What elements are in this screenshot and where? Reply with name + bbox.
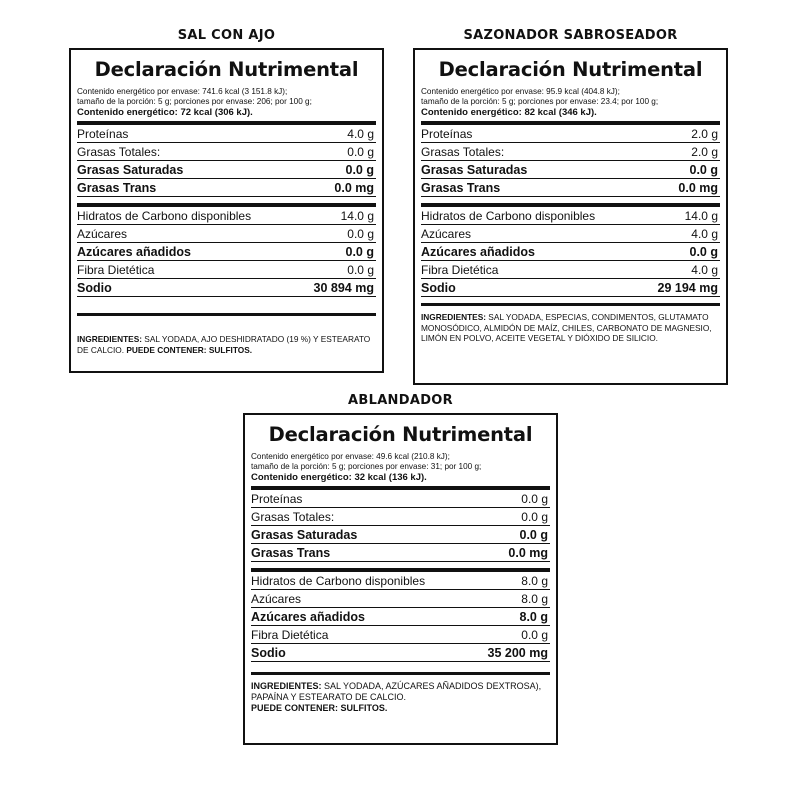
nutrient-label: Azúcares añadidos (251, 609, 365, 624)
nutrient-value: 35 200 mg (487, 645, 548, 660)
nutrient-label: Grasas Trans (421, 180, 501, 195)
allergen-text: PUEDE CONTENER: SULFITOS. (251, 703, 388, 713)
nutrient-label: Grasas Saturadas (77, 162, 184, 177)
nutrient-label: Fibra Dietética (251, 627, 329, 642)
nutrient-value: 0.0 g (345, 162, 374, 177)
label-heading: Declaración Nutrimental (268, 423, 533, 446)
nutrient-value: 4.0 g (691, 262, 718, 277)
nutrition-label (413, 48, 728, 385)
nutrient-label: Azúcares (251, 591, 302, 606)
nutrient-value: 2.0 g (691, 126, 718, 141)
nutrient-label: Azúcares (421, 226, 472, 241)
product-title: SAL CON AJO (177, 28, 276, 43)
energy-line: tamaño de la porción: 5 g; porciones por envase: 23.4; por 100 g; (421, 97, 659, 106)
energy-line-bold: Contenido energético: 82 kcal (346 kJ). (421, 107, 597, 118)
nutrient-row (77, 225, 376, 243)
nutrient-value: 0.0 g (345, 244, 374, 259)
product-sal-con-ajo (69, 28, 384, 373)
product-title: SAZONADOR SABROSEADOR (463, 28, 678, 43)
product-sazonador-sabroseador (413, 28, 728, 385)
nutrient-value: 8.0 g (521, 573, 548, 588)
nutrient-value: 0.0 g (347, 226, 374, 241)
ingredients-label: INGREDIENTES: (251, 681, 322, 691)
nutrient-section-carbs (421, 203, 720, 297)
nutrient-value: 8.0 g (519, 609, 548, 624)
nutrient-row-sodium (421, 279, 720, 296)
nutrient-row (251, 590, 550, 608)
nutrient-value: 0.0 mg (508, 545, 548, 560)
nutrient-row (77, 125, 376, 143)
nutrient-row (77, 261, 376, 279)
energy-info (421, 87, 720, 118)
allergen-text: PUEDE CONTENER: SULFITOS. (124, 344, 253, 355)
nutrient-value: 0.0 g (347, 144, 374, 159)
nutrient-label: Azúcares añadidos (421, 244, 535, 259)
nutrient-label: Grasas Trans (77, 180, 157, 195)
ingredients-text: SAL YODADA, AJO DESHIDRATADO (19 %) Y ESTEARATO DE CALCIO. (77, 334, 371, 355)
nutrient-row (251, 508, 550, 526)
nutrient-row (251, 608, 550, 626)
ingredients-block (421, 303, 720, 344)
nutrient-section-carbs (251, 568, 550, 662)
nutrient-row (251, 544, 550, 561)
nutrient-value: 0.0 g (519, 527, 548, 542)
nutrient-value: 0.0 g (347, 262, 374, 277)
nutrient-label: Hidratos de Carbono disponibles (421, 208, 596, 223)
nutrient-label: Fibra Dietética (421, 262, 499, 277)
nutrient-value: 4.0 g (691, 226, 718, 241)
nutrient-section-fats (77, 121, 376, 197)
nutrient-value: 0.0 g (689, 162, 718, 177)
nutrient-value: 0.0 g (521, 491, 548, 506)
nutrient-row (421, 161, 720, 179)
nutrient-label: Grasas Totales: (77, 144, 161, 159)
nutrient-row (77, 207, 376, 225)
nutrient-row (421, 179, 720, 196)
energy-line-bold: Contenido energético: 72 kcal (306 kJ). (77, 107, 253, 118)
nutrient-label: Sodio (421, 280, 456, 295)
nutrient-label: Sodio (251, 645, 286, 660)
nutrient-section-carbs (77, 203, 376, 297)
ingredients-label: INGREDIENTES: (77, 334, 142, 344)
nutrient-row (421, 125, 720, 143)
nutrient-value: 8.0 g (521, 591, 548, 606)
nutrient-label: Azúcares añadidos (77, 244, 191, 259)
nutrient-label: Fibra Dietética (77, 262, 155, 277)
nutrient-value: 30 894 mg (313, 280, 374, 295)
nutrient-row (421, 243, 720, 261)
ingredients-text: SAL YODADA, AZÚCARES AÑADIDOS DEXTROSA), PAPAÍNA Y ESTEARATO DE CALCIO. (251, 681, 542, 702)
ingredients-label: INGREDIENTES: (421, 312, 486, 322)
nutrient-value: 4.0 g (347, 126, 374, 141)
nutrient-row (251, 626, 550, 644)
nutrient-row (421, 143, 720, 161)
nutrient-value: 0.0 g (521, 627, 548, 642)
label-heading: Declaración Nutrimental (94, 58, 359, 81)
nutrition-label (69, 48, 384, 373)
nutrient-label: Grasas Saturadas (251, 527, 358, 542)
ingredients-block (77, 313, 376, 355)
energy-info (77, 87, 376, 118)
nutrient-label: Sodio (77, 280, 112, 295)
nutrient-value: 14.0 g (684, 208, 718, 223)
nutrient-row-sodium (251, 644, 550, 661)
nutrient-row-sodium (77, 279, 376, 296)
nutrient-label: Grasas Saturadas (421, 162, 528, 177)
energy-line-bold: Contenido energético: 32 kcal (136 kJ). (251, 472, 427, 483)
nutrient-section-fats (421, 121, 720, 197)
nutrient-row (251, 490, 550, 508)
nutrient-row (77, 143, 376, 161)
nutrient-label: Proteínas (421, 126, 473, 141)
energy-line: tamaño de la porción: 5 g; porciones por envase: 206; por 100 g; (77, 97, 312, 106)
nutrient-label: Proteínas (77, 126, 129, 141)
nutrient-section-fats (251, 486, 550, 562)
energy-info (251, 452, 550, 483)
nutrient-row (77, 179, 376, 196)
nutrient-value: 0.0 g (521, 509, 548, 524)
nutrient-value: 29 194 mg (657, 280, 718, 295)
nutrient-row (251, 572, 550, 590)
product-ablandador (243, 393, 558, 758)
nutrient-value: 14.0 g (340, 208, 374, 223)
nutrient-row (421, 225, 720, 243)
nutrient-label: Grasas Totales: (421, 144, 505, 159)
product-title: ABLANDADOR (348, 393, 453, 408)
nutrient-value: 0.0 mg (334, 180, 374, 195)
nutrient-value: 0.0 g (689, 244, 718, 259)
energy-line: Contenido energético por envase: 95.9 kcal (404.8 kJ); (421, 87, 620, 96)
nutrient-label: Grasas Trans (251, 545, 331, 560)
nutrient-row (421, 207, 720, 225)
nutrient-value: 2.0 g (691, 144, 718, 159)
label-heading: Declaración Nutrimental (438, 58, 703, 81)
nutrient-row (251, 526, 550, 544)
nutrient-label: Azúcares (77, 226, 128, 241)
nutrient-row (77, 243, 376, 261)
energy-line: Contenido energético por envase: 741.6 kcal (3 151.8 kJ); (77, 87, 288, 96)
nutrient-row (77, 161, 376, 179)
nutrient-row (421, 261, 720, 279)
nutrient-label: Proteínas (251, 491, 303, 506)
energy-line: tamaño de la porción: 5 g; porciones por envase: 31; por 100 g; (251, 462, 482, 471)
ingredients-text: SAL YODADA, ESPECIAS, CONDIMENTOS, GLUTAMATO MONOSÓDICO, ALMIDÓN DE MAÍZ, CHILES, CARBONATO DE MAGNESIO, LIMÓN EN POLVO, ACEITE VEGETAL Y DIÓXIDO DE SILICIO. (421, 312, 712, 343)
nutrient-value: 0.0 mg (678, 180, 718, 195)
ingredients-block (251, 672, 550, 714)
nutrition-label (243, 413, 558, 745)
nutrient-label: Hidratos de Carbono disponibles (77, 208, 252, 223)
nutrient-label: Hidratos de Carbono disponibles (251, 573, 426, 588)
nutrient-label: Grasas Totales: (251, 509, 335, 524)
energy-line: Contenido energético por envase: 49.6 kcal (210.8 kJ); (251, 452, 450, 461)
